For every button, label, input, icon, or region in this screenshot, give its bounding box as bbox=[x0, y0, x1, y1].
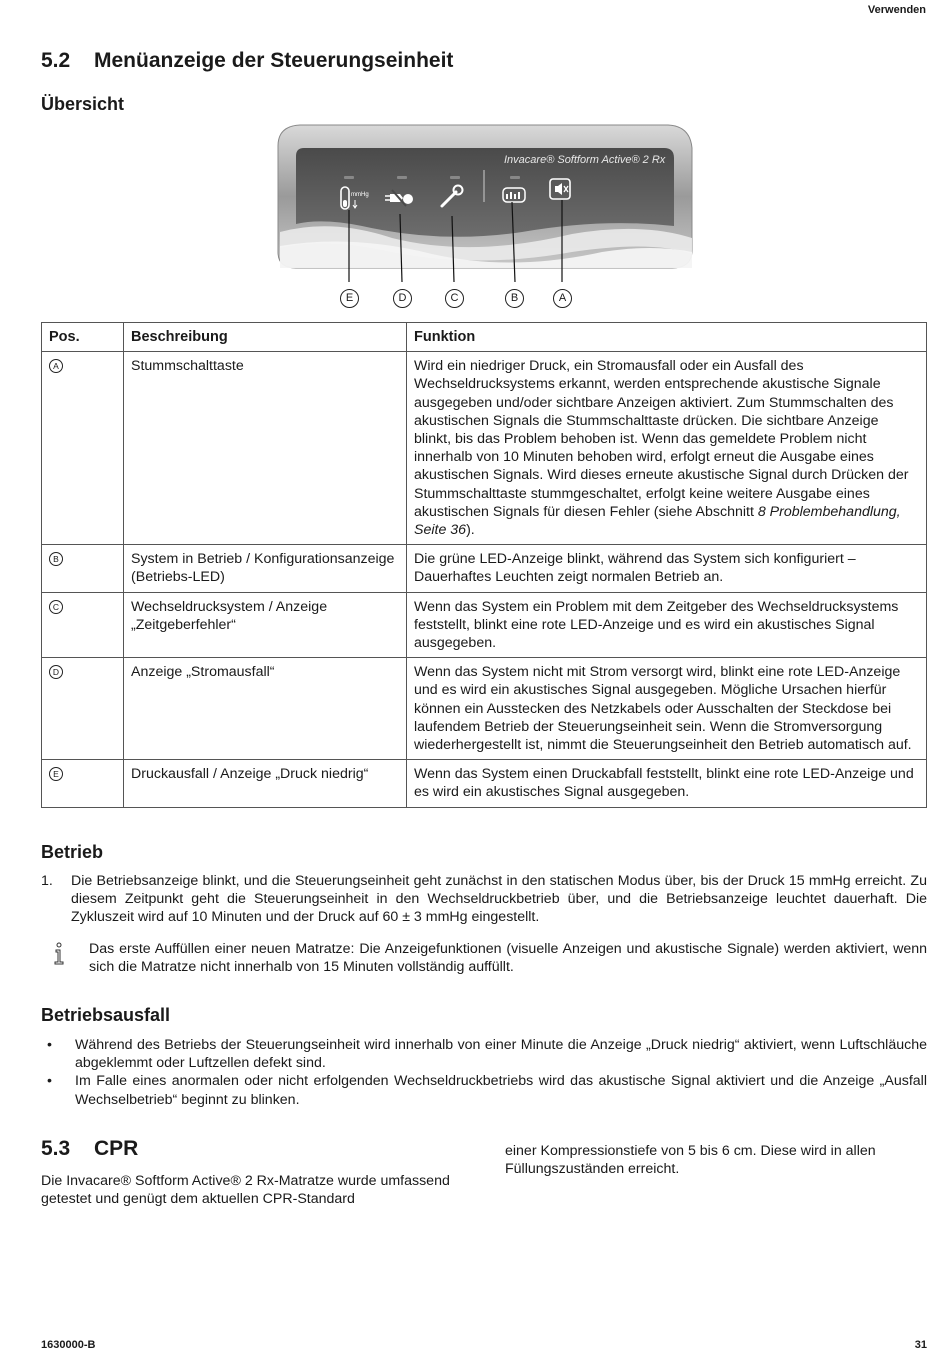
table-row bbox=[42, 658, 927, 760]
row-description: Wechseldrucksystem / Anzeige „Zeitgeberfehler“ bbox=[124, 592, 407, 658]
led-c bbox=[450, 176, 460, 179]
table-row bbox=[42, 545, 927, 592]
info-note bbox=[41, 940, 927, 976]
cross-reference: 8 Problembehandlung, Seite 36 bbox=[414, 503, 901, 539]
overview-heading: Übersicht bbox=[41, 94, 125, 114]
row-pos bbox=[42, 545, 124, 592]
marker-e: E bbox=[340, 289, 359, 308]
step-number: 1. bbox=[41, 873, 53, 889]
section-number: 5.2 bbox=[41, 49, 71, 72]
betriebsausfall-list bbox=[41, 1036, 927, 1109]
row-description: Druckausfall / Anzeige „Druck niedrig“ bbox=[124, 760, 407, 807]
list-item bbox=[41, 1072, 927, 1108]
section-heading-5-2 bbox=[41, 49, 453, 73]
led-d bbox=[397, 176, 407, 179]
section-title: Menüanzeige der Steuerungseinheit bbox=[94, 49, 454, 72]
bullet: • bbox=[47, 1073, 52, 1090]
betriebsausfall-heading: Betriebsausfall bbox=[41, 1005, 171, 1025]
pos-marker: E bbox=[49, 767, 63, 781]
header-pos: Pos. bbox=[42, 323, 124, 352]
note-text: Das erste Auffüllen einer neuen Matratze: Die Anzeigefunktionen (visuelle Anzeigen und akustische Signale) werden aktiviert, wenn sich die Matratze nicht innerhalb von 15 Minuten vollständig auffüllt. bbox=[89, 941, 927, 976]
led-e bbox=[344, 176, 354, 179]
row-description: Anzeige „Stromausfall“ bbox=[124, 658, 407, 760]
brand-text: Invacare® Softform Active® 2 Rx bbox=[504, 154, 666, 166]
cpr-text-left: Die Invacare® Softform Active® 2 Rx-Matratze wurde umfassend getestet und genügt dem aktuellen CPR-Standard bbox=[41, 1173, 450, 1208]
header-description: Beschreibung bbox=[124, 323, 407, 352]
document-number: 1630000-B bbox=[41, 1339, 96, 1351]
section-heading-5-3 bbox=[41, 1137, 138, 1161]
control-panel-illustration bbox=[272, 122, 696, 282]
row-function bbox=[407, 352, 927, 545]
pos-marker: A bbox=[49, 359, 63, 373]
led-b bbox=[510, 176, 520, 179]
row-pos bbox=[42, 592, 124, 658]
position-table bbox=[41, 322, 927, 808]
row-pos bbox=[42, 352, 124, 545]
row-function: Die grüne LED-Anzeige blinkt, während das System sich konfiguriert – Dauerhaftes Leuchten zeigt normalen Betrieb an. bbox=[407, 545, 927, 592]
marker-d: D bbox=[393, 289, 412, 308]
table-header-row bbox=[42, 323, 927, 352]
step-text: Die Betriebsanzeige blinkt, und die Steuerungseinheit geht zunächst in den statischen Modus über, bis der Druck 15 mmHg erreicht. Zu diesem Zeitpunkt geht die Steuerungseinheit in den Wechseldruckbetrieb über, und die Betriebsanzeige leuchtet dauerhaft. Die Zykluszeit wird auf 10 Minuten und der Druck auf 60 ± 3 mmHg eingestellt. bbox=[71, 873, 927, 926]
marker-b: B bbox=[505, 289, 524, 308]
bullet: • bbox=[47, 1037, 52, 1053]
svg-text:mmHg: mmHg bbox=[351, 192, 369, 198]
betrieb-step bbox=[41, 872, 927, 927]
panel-markers bbox=[272, 280, 696, 320]
page-number: 31 bbox=[914, 1339, 927, 1351]
row-description: System in Betrieb / Konfigurationsanzeige (Betriebs-LED) bbox=[124, 545, 407, 592]
table-row bbox=[42, 352, 927, 545]
running-header: Verwenden bbox=[867, 4, 926, 16]
marker-c: C bbox=[445, 289, 464, 308]
function-text-end: ). bbox=[466, 522, 475, 539]
row-pos bbox=[42, 760, 124, 807]
header-function: Funktion bbox=[407, 323, 927, 352]
section-number: 5.3 bbox=[41, 1137, 71, 1160]
bullet-text: Während des Betriebs der Steuerungseinheit wird innerhalb von einer Minute die Anzeige „Druck niedrig“ aktiviert, wenn Luftschläuche abgeklemmt oder Luftzellen defekt sind. bbox=[75, 1037, 927, 1072]
betrieb-heading: Betrieb bbox=[41, 842, 104, 862]
row-pos bbox=[42, 658, 124, 760]
row-function: Wenn das System ein Problem mit dem Zeitgeber des Wechseldrucksystems feststellt, blinkt eine rote LED-Anzeige und es wird ein akustisches Signal ausgegeben. bbox=[407, 592, 927, 658]
function-text: Wird ein niedriger Druck, ein Stromausfall oder ein Ausfall des Wechseldrucksystems erkannt, werden entsprechende akustische Signale ausgegeben und/oder sichtbare Anzeigen aktiviert. Zum Stummschalten des akustischen Signals die Stummschalttaste drücken. Die sichtbare Anzeige blinkt, bis das Problem behoben ist. Wenn das gemeldete Problem nicht innerhalb von 10 Minuten behoben wird, erfolgt erneut die Ausgabe eines akustischen Signals. Wird dieses erneute akustische Signal durch Drücken der Stummschalttaste stummgeschaltet, erfolgt keine weitere Ausgabe eines akustischen Signals für diesen Fehler (siehe Abschnitt bbox=[414, 358, 909, 520]
table-row bbox=[42, 592, 927, 658]
list-item bbox=[41, 1036, 927, 1072]
table-row bbox=[42, 760, 927, 807]
pos-marker: C bbox=[49, 600, 63, 614]
row-function: Wenn das System nicht mit Strom versorgt wird, blinkt eine rote LED-Anzeige und es wird ein akustisches Signal ausgegeben. Mögliche Ursachen hierfür können ein Ausstecken des Netzkabels oder Ausschalten der Steckdose bei laufendem Betrieb der Steuerungseinheit sein. Wenn die Stromversorgung wiederhergestellt ist, nimmt die Steuerungseinheit den Betrieb automatisch auf. bbox=[407, 658, 927, 760]
pos-marker: D bbox=[49, 665, 63, 679]
row-function: Wenn das System einen Druckabfall feststellt, blinkt eine rote LED-Anzeige und es wird ein akustisches Signal ausgegeben. bbox=[407, 760, 927, 807]
row-description: Stummschalttaste bbox=[124, 352, 407, 545]
section-title: CPR bbox=[94, 1137, 139, 1160]
pos-marker: B bbox=[49, 552, 63, 566]
cpr-text-right: einer Kompressionstiefe von 5 bis 6 cm. Diese wird in allen Füllungszuständen erreicht. bbox=[505, 1143, 876, 1178]
marker-a: A bbox=[553, 289, 572, 308]
bullet-text: Im Falle eines anormalen oder nicht erfolgenden Wechseldruckbetriebs wird das akustische Signal aktiviert und die Anzeige „Ausfall Wechselbetrieb“ beginnt zu blinken. bbox=[75, 1073, 927, 1108]
info-icon bbox=[53, 942, 65, 971]
